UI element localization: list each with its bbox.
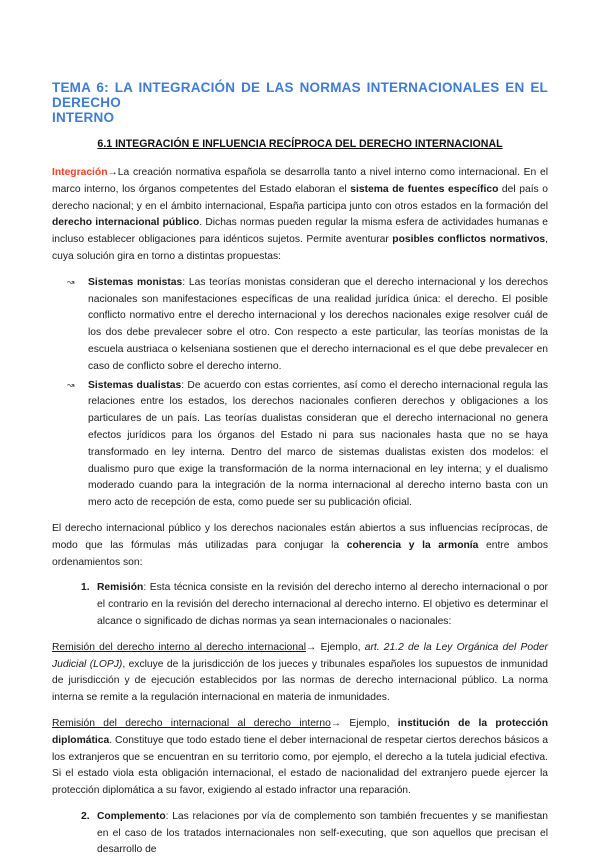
text-run: Remisión del derecho interno al derecho internacional xyxy=(52,641,307,653)
text-run: : Las teorías monistas consideran que el derecho internacional y los derechos nacionales son manifestaciones específicas de una realidad jurídica única: el derecho. El posible conflicto normativo entre el derecho internacional y los derechos nacionales exige resolver cuál de los dos debe prevalecer sobre el otro. Con respecto a este particular, las teorías monistas de la escuela austriaca o kelseniana sostienen que el derecho internacional es el que debe prevalecer en caso de conflicto sobre el derecho interno. xyxy=(88,276,548,372)
text-run: coherencia y la armonía xyxy=(346,539,479,551)
paragraph xyxy=(52,521,548,571)
text-run: El derecho internacional público y los derechos nacionales están abiertos a sus influencias recíprocas, de modo que las fórmulas más utilizadas para conjugar la xyxy=(52,522,548,551)
text-run: del país o derecho nacional; y en el ámbito internacional, España participa junto con otros estados en la formación del xyxy=(52,183,548,212)
page-title xyxy=(52,80,548,125)
text-run: Sistemas monistas xyxy=(88,276,183,288)
bullet-text xyxy=(88,275,548,376)
document-body xyxy=(52,165,548,859)
text-run: : Esta técnica consiste en la revisión del derecho interno al derecho internacional o por el contrario en la revisión del derecho internacional al derecho interno. El objetivo es determinar el alcance o significado de dichas normas ya sean internacionales o nacionales: xyxy=(97,582,548,627)
paragraph xyxy=(52,716,548,800)
bullet-item xyxy=(52,275,548,376)
paragraph xyxy=(52,640,548,707)
bullet-text xyxy=(88,378,548,512)
list-number: 2. xyxy=(81,810,90,822)
text-run: : De acuerdo con estas corrientes, así como el derecho internacional regula las relaciones entre los estados, los derechos nacionales confieren derechos y obligaciones a los particulares de un país. Las teorías dualistas consideran que el derecho internacional no genera efectos jurídicos para los órganos del Estado ni para sus nacionales hasta que no se haya transformado en ley interna. Dentro del marco de sistemas dualistas existen dos modelos: el dualismo puro que exige la transformación de la norma internacional en ley interna; y el dualismo moderado cuando para la integración de la norma internacional al derecho interno basta con un mero acto de recepción de esta, como puede ser su publicación oficial. xyxy=(88,379,548,509)
text-run: Remisión xyxy=(97,582,144,594)
text-run: Complemento xyxy=(97,810,166,822)
text-run: sistema de fuentes específico xyxy=(350,183,499,195)
text-run: institución de la protección diplomática xyxy=(52,717,549,746)
text-run: : Las relaciones por vía de complemento son también frecuentes y se manifiestan en el caso de los tratados internacionales non self-executing, que son aquellos que precisan el desarrollo de xyxy=(97,810,548,856)
numbered-text xyxy=(97,809,548,859)
text-run: entre ambos ordenamientos son: xyxy=(52,539,548,568)
bullet-arrow-icon: ↝ xyxy=(67,277,75,288)
text-run: Sistemas dualistas xyxy=(88,379,182,391)
text-run: Integración xyxy=(52,167,108,178)
section-heading: 6.1 INTEGRACIÓN E INFLUENCIA RECÍPROCA DEL DERECHO INTERNACIONAL xyxy=(97,138,503,150)
text-run: posibles conflictos normativos xyxy=(392,234,546,246)
list-number: 1. xyxy=(81,582,90,594)
bullet-arrow-icon: ↝ xyxy=(67,380,75,391)
text-run: → Ejemplo, xyxy=(330,717,398,729)
text-run: →La creación normativa española se desarrolla tanto a nivel interno como internacional. En el marco interno, los órganos competentes del Estado elaboran el xyxy=(52,167,548,195)
text-run: . Dichas normas pueden regular la misma esfera de actividades humanas e incluso establecer obligaciones para idénticos sujetos. Permite aventurar xyxy=(52,217,548,246)
bullet-item xyxy=(52,378,548,512)
page-title-line1: TEMA 6: LA INTEGRACIÓN DE LAS NORMAS INTERNACIONALES EN EL DERECHO xyxy=(52,80,548,110)
text-run: Remisión del derecho internacional al derecho interno xyxy=(52,717,331,729)
paragraph xyxy=(52,165,548,266)
text-run: , excluye de la jurisdicción de los jueces y tribunales españoles los supuestos de inmunidad de jurisdicción y de ejecución establecidos por las normas de derecho internacional público. La norma interna se remite a la regulación internacional en materia de inmunidades. xyxy=(52,658,549,704)
text-run: . Constituye que todo estado tiene el deber internacional de respetar ciertos derechos básicos a los extranjeros que se encuentran en su territorio como, por ejemplo, el derecho a la tutela judicial efectiva. Si el estado viola esta obligación internacional, el estado de nacionalidad del extranjero puede ejercer la protección diplomática a su favor, exigiendo al estado infractor una reparación. xyxy=(52,734,548,797)
text-run: , cuya solución gira en torno a distintas propuestas: xyxy=(52,234,548,262)
page-title-line2: INTERNO xyxy=(52,110,115,125)
numbered-item xyxy=(52,580,548,630)
numbered-item xyxy=(52,809,548,859)
text-run: derecho internacional público xyxy=(52,217,200,229)
numbered-text xyxy=(97,580,548,630)
text-run: art. 21.2 de la Ley Orgánica del Poder Judicial (LOPJ) xyxy=(52,641,548,670)
text-run: → Ejemplo, xyxy=(306,641,365,653)
